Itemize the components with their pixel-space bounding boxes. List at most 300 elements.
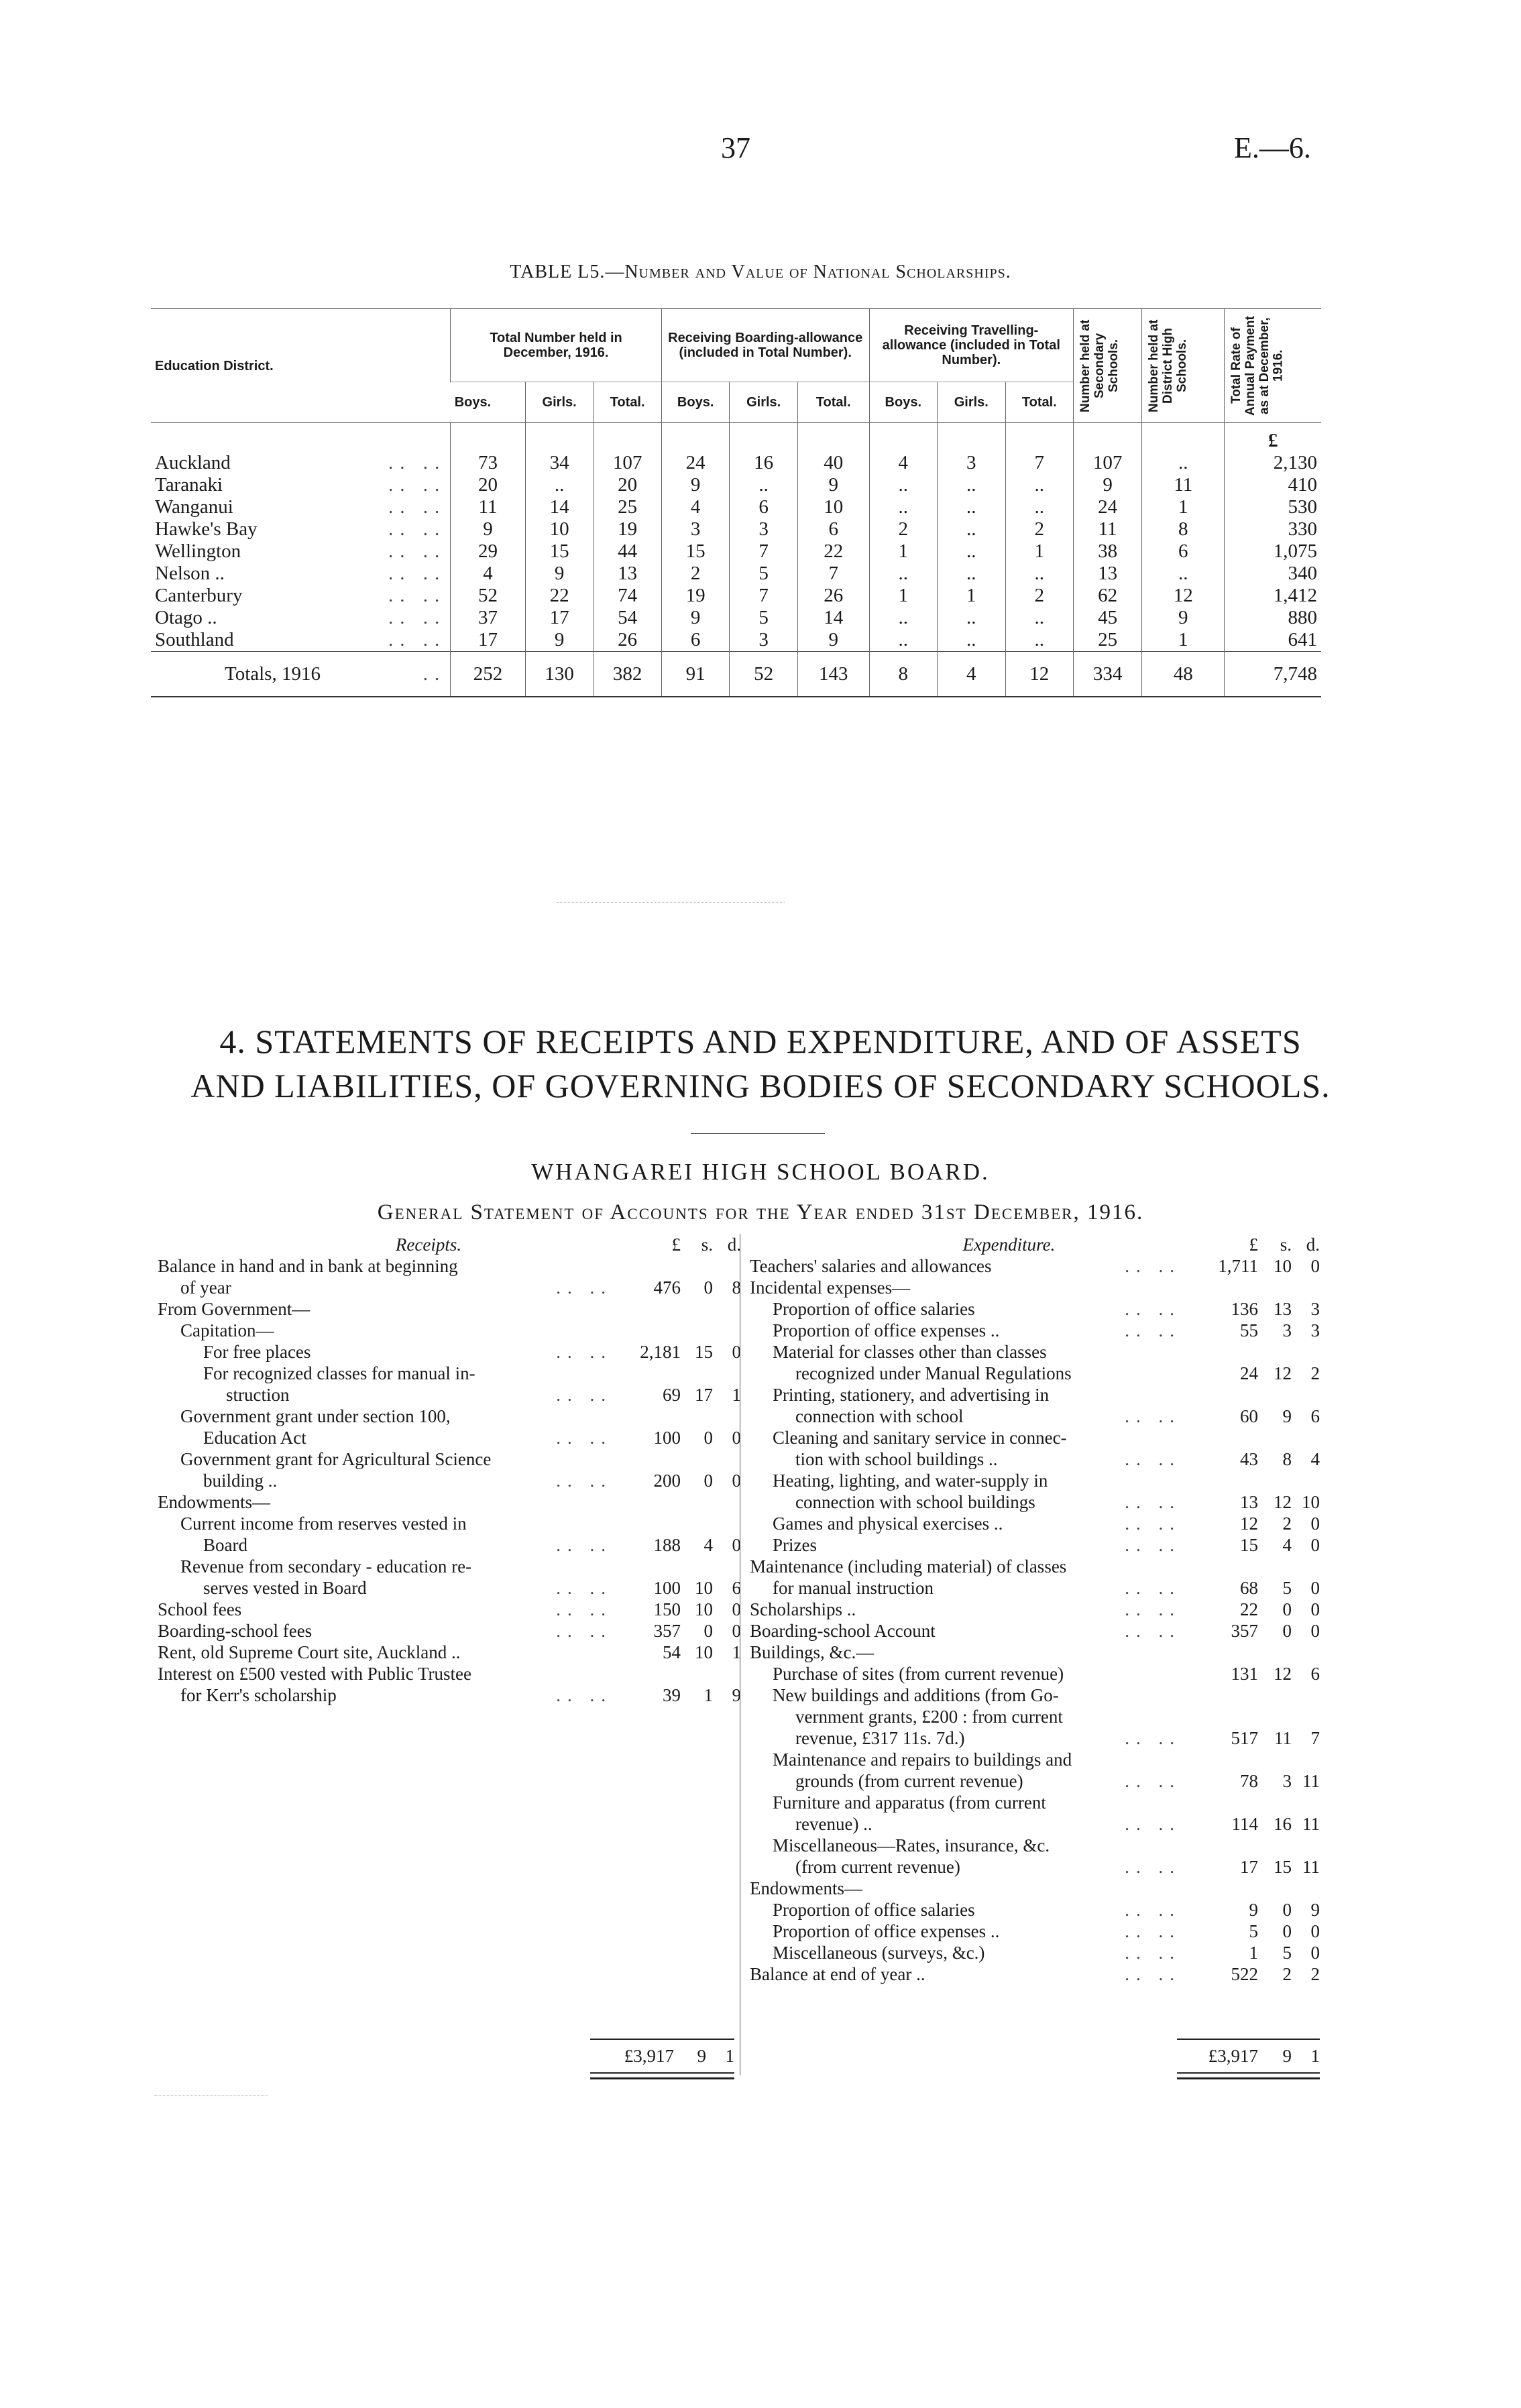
expenditure-item-text — [750, 1277, 1188, 1298]
group-travelling-allowance: Receiving Travelling-allowance (included in Total Number). — [869, 309, 1074, 382]
district-name — [151, 629, 451, 652]
expenditure-item-amount — [1188, 1384, 1320, 1406]
receipts-item-amount — [619, 1534, 741, 1556]
leader-dots: .. .. — [556, 1578, 612, 1598]
receipts-item-label: Current income from reserves vested in — [180, 1513, 467, 1534]
totals-cell: 4 — [938, 652, 1006, 697]
expenditure-item-amount — [1188, 1942, 1320, 1963]
table-cell: 15 — [661, 540, 730, 563]
table-cell: 15 — [525, 540, 594, 563]
district-name — [151, 563, 451, 585]
table-cell: 641 — [1225, 629, 1321, 652]
totals-cell: 382 — [594, 652, 662, 697]
expenditure-item — [750, 1920, 1320, 1942]
table-cell: 6 — [730, 496, 798, 518]
expenditure-header — [750, 1234, 1320, 1255]
table-cell: 17 — [451, 629, 526, 652]
receipts-item-amount — [619, 1642, 741, 1663]
expenditure-item — [750, 1856, 1320, 1878]
expenditure-item-label: Proportion of office expenses .. — [773, 1921, 1000, 1941]
expenditure-item-pounds — [1188, 1684, 1258, 1706]
table-cell: 9 — [1142, 607, 1225, 629]
expenditure-item-pence: 6 — [1310, 1664, 1320, 1684]
expenditure-item-amount — [1188, 1599, 1320, 1620]
expenditure-item-text — [750, 1878, 1188, 1899]
leader-dots: .. .. — [1125, 1771, 1181, 1791]
table-row — [151, 585, 1321, 607]
leader-dots: .. — [422, 663, 447, 685]
table-cell: 4 — [869, 452, 938, 474]
expenditure-item — [750, 1706, 1320, 1727]
table-cell: 2 — [869, 518, 938, 540]
col-education-district: Education District. — [151, 309, 451, 423]
expenditure-item-pounds: 522 — [1231, 1964, 1258, 1984]
table-cell: .. — [869, 496, 938, 518]
table-cell: 11 — [451, 496, 526, 518]
table-title-prefix: TABLE L5.— — [510, 262, 625, 282]
receipts-total-pounds: £3,917 — [624, 2046, 674, 2066]
expenditure-item-shillings — [1258, 1706, 1292, 1727]
expenditure-item-label: Cleaning and sanitary service in connec- — [773, 1428, 1067, 1448]
receipts-item-label: For free places — [203, 1342, 311, 1362]
receipts-item-amount — [619, 1277, 741, 1298]
expenditure-item-pence: 11 — [1302, 1857, 1320, 1877]
expenditure-item-pence — [1292, 1277, 1320, 1298]
expenditure-item-amount — [1188, 1470, 1320, 1491]
sub-total: Total. — [1005, 382, 1074, 423]
col-secondary-schools: Number held at Secondary Schools. — [1078, 319, 1121, 412]
district-label: Wellington — [155, 540, 241, 562]
receipts-item-pence: 0 — [732, 1535, 741, 1555]
table-cell: 2 — [1005, 585, 1074, 607]
table-cell: 40 — [797, 452, 869, 474]
expenditure-item-label: Miscellaneous—Rates, insurance, &c. — [773, 1835, 1050, 1855]
expenditure-item — [750, 1813, 1320, 1835]
receipts-item-pounds — [619, 1448, 681, 1470]
leader-dots: .. .. — [1125, 1964, 1181, 1984]
table-cell: 11 — [1142, 474, 1225, 496]
expenditure-item — [750, 1277, 1320, 1298]
expenditure-item-label: Miscellaneous (surveys, &c.) — [773, 1943, 985, 1963]
expenditure-item-pounds: 136 — [1231, 1299, 1258, 1319]
expenditure-heading: Expenditure. — [962, 1235, 1056, 1255]
receipts-item-shillings: 0 — [703, 1471, 713, 1491]
receipts-item-shillings — [681, 1320, 713, 1341]
leader-dots: .. .. — [388, 518, 447, 540]
expenditure-item-shillings: 0 — [1282, 1599, 1292, 1619]
expenditure-rows — [750, 1255, 1320, 1985]
expenditure-item-amount — [1188, 1341, 1320, 1363]
expenditure-total-pounds: £3,917 — [1208, 2046, 1258, 2066]
table-title — [0, 262, 1521, 283]
general-statement-title: General Statement of Accounts for the Year ended 31st December, 1916. — [377, 1200, 1144, 1224]
expenditure-item-shillings: 16 — [1274, 1814, 1292, 1834]
receipts-item-shillings: 17 — [695, 1385, 713, 1405]
expenditure-item-text — [750, 1835, 1188, 1856]
expenditure-item-pence: 6 — [1310, 1406, 1320, 1426]
table-cell: .. — [525, 474, 594, 496]
leader-dots: .. .. — [556, 1277, 612, 1298]
receipts-total-pence: 1 — [725, 2046, 734, 2066]
table-title-text: Number and Value of National Scholarships. — [624, 262, 1011, 282]
table-cell: 6 — [1142, 540, 1225, 563]
expenditure-item-label: Games and physical exercises .. — [773, 1513, 1003, 1534]
table-cell: .. — [1142, 452, 1225, 474]
leader-dots: .. .. — [1125, 1492, 1181, 1512]
expenditure-item-pounds — [1188, 1341, 1258, 1363]
group-boarding-allowance: Receiving Boarding-allowance (included in Total Number). — [661, 309, 869, 382]
pounds-header: £ — [1249, 1235, 1258, 1255]
expenditure-item-amount — [1188, 1749, 1320, 1770]
expenditure-item-pence: 9 — [1310, 1900, 1320, 1920]
table-row — [151, 540, 1321, 563]
document-reference: E.—6. — [1234, 131, 1311, 164]
expenditure-item-pounds: 5 — [1249, 1921, 1258, 1941]
district-label: Hawke's Bay — [155, 518, 258, 540]
receipts-total — [590, 2045, 734, 2067]
receipts-item-pence — [713, 1406, 741, 1427]
expenditure-item-pence: 2 — [1310, 1964, 1320, 1984]
receipts-item-shillings: 0 — [703, 1428, 713, 1448]
receipts-item-amount — [619, 1427, 741, 1448]
leader-dots: .. .. — [1125, 1943, 1181, 1963]
expenditure-item-amount — [1188, 1406, 1320, 1427]
receipts-item-pence: 1 — [732, 1385, 741, 1405]
receipts-item — [158, 1642, 741, 1663]
leader-dots: .. .. — [1125, 1900, 1181, 1920]
expenditure-item-label: New buildings and additions (from Go- — [773, 1685, 1059, 1705]
expenditure-item-amount — [1188, 1770, 1320, 1792]
shillings-header: s. — [701, 1235, 713, 1255]
table-cell: 9 — [661, 607, 730, 629]
receipts-item-pounds: 69 — [663, 1385, 681, 1405]
expenditure-item-label: Maintenance and repairs to buildings and — [773, 1750, 1072, 1770]
table-cell: 340 — [1225, 563, 1321, 585]
receipts-item-pence — [713, 1491, 741, 1513]
receipts-item-text — [158, 1491, 619, 1513]
receipts-item-text — [158, 1277, 619, 1298]
table-cell: 25 — [1074, 629, 1142, 652]
receipts-item — [158, 1320, 741, 1341]
scholarships-table — [151, 308, 1321, 697]
expenditure-item-text — [750, 1556, 1188, 1577]
leader-dots: .. .. — [556, 1385, 612, 1405]
receipts-header — [158, 1234, 741, 1255]
expenditure-item-amount — [1188, 1835, 1320, 1856]
expenditure-item-text — [750, 1513, 1188, 1534]
receipts-item-label: Balance in hand and in bank at beginning — [158, 1256, 458, 1276]
expenditure-item-text — [750, 1727, 1188, 1749]
receipts-item-pence: 8 — [732, 1277, 741, 1298]
table-cell: 13 — [1074, 563, 1142, 585]
expenditure-item-label: Maintenance (including material) of classes — [750, 1556, 1067, 1576]
expenditure-item-pounds — [1188, 1706, 1258, 1727]
totals-cell: 48 — [1142, 652, 1225, 697]
expenditure-item-shillings: 0 — [1282, 1921, 1292, 1941]
expenditure-item-amount — [1188, 1298, 1320, 1320]
table-cell: 26 — [594, 629, 662, 652]
expenditure-item-pounds — [1188, 1642, 1258, 1663]
expenditure-item-shillings: 9 — [1282, 1406, 1292, 1426]
receipts-item-pence: 0 — [732, 1471, 741, 1491]
expenditure-item-amount — [1188, 1534, 1320, 1556]
sub-total: Total. — [594, 382, 662, 423]
receipts-item-amount — [619, 1363, 741, 1384]
leader-dots: .. .. — [1125, 1578, 1181, 1598]
expenditure-item — [750, 1448, 1320, 1470]
table-cell: .. — [1005, 563, 1074, 585]
expenditure-item — [750, 1255, 1320, 1277]
expenditure-item-pounds — [1188, 1792, 1258, 1813]
expenditure-item-pounds: 114 — [1231, 1814, 1258, 1834]
receipts-item — [158, 1363, 741, 1384]
sub-girls: Girls. — [730, 382, 798, 423]
totals-cell: 334 — [1074, 652, 1142, 697]
table-cell: 1 — [1142, 629, 1225, 652]
expenditure-item-pence: 10 — [1302, 1492, 1320, 1512]
expenditure-item-text — [750, 1491, 1188, 1513]
expenditure-item — [750, 1341, 1320, 1363]
sub-boys: Boys. — [451, 382, 526, 423]
receipts-item — [158, 1620, 741, 1642]
receipts-item-pence: 0 — [732, 1621, 741, 1641]
col-district-high-schools: Number held at District High Schools. — [1147, 319, 1189, 412]
table-cell: 3 — [938, 452, 1006, 474]
expenditure-item-text — [750, 1792, 1188, 1813]
expenditure-item-amount — [1188, 1663, 1320, 1684]
receipts-item-shillings: 10 — [695, 1578, 713, 1598]
expenditure-item-pounds — [1188, 1556, 1258, 1577]
expenditure-item-label: Balance at end of year .. — [750, 1964, 925, 1984]
expenditure-item-amount — [1188, 1427, 1320, 1448]
expenditure-item-pence: 0 — [1310, 1578, 1320, 1598]
district-name — [151, 585, 451, 607]
expenditure-item-shillings: 0 — [1282, 1900, 1292, 1920]
expenditure-item-pence: 11 — [1302, 1814, 1320, 1834]
expenditure-item-pence — [1292, 1470, 1320, 1491]
expenditure-item-text — [750, 1963, 1188, 1985]
expenditure-item-pence: 0 — [1310, 1921, 1320, 1941]
expenditure-item-amount — [1188, 1920, 1320, 1942]
expenditure-item-pence: 3 — [1310, 1299, 1320, 1319]
board-title: WHANGAREI HIGH SCHOOL BOARD. — [531, 1159, 990, 1185]
table-cell: 29 — [451, 540, 526, 563]
table-cell: 2 — [1005, 518, 1074, 540]
table-cell: 9 — [661, 474, 730, 496]
sub-boys: Boys. — [869, 382, 938, 423]
leader-dots: .. .. — [1125, 1599, 1181, 1619]
receipts-item-pence — [713, 1448, 741, 1470]
expenditure-item — [750, 1749, 1320, 1770]
expenditure-item-label: recognized under Manual Regulations — [795, 1363, 1072, 1383]
expenditure-item-amount — [1188, 1642, 1320, 1663]
section-heading — [0, 1019, 1521, 1108]
table-cell: 1 — [1142, 496, 1225, 518]
expenditure-item-label: Proportion of office expenses .. — [773, 1320, 1000, 1340]
receipts-item-amount — [619, 1255, 741, 1277]
leader-dots: .. .. — [1125, 1814, 1181, 1834]
expenditure-item-pence: 0 — [1310, 1513, 1320, 1534]
expenditure-item-pounds: 12 — [1240, 1513, 1258, 1534]
receipts-item-label: Government grant under section 100, — [180, 1406, 451, 1426]
expenditure-item-label: Material for classes other than classes — [773, 1342, 1047, 1362]
expenditure-item — [750, 1642, 1320, 1663]
receipts-item-label: struction — [226, 1385, 290, 1405]
expenditure-item-label: vernment grants, £200 : from current — [795, 1707, 1063, 1727]
leader-dots: .. .. — [556, 1621, 612, 1641]
receipts-item-pence: 0 — [732, 1599, 741, 1619]
table-cell: 2 — [661, 563, 730, 585]
table-cell: 62 — [1074, 585, 1142, 607]
table-cell: 107 — [1074, 452, 1142, 474]
expenditure-item-pence — [1292, 1835, 1320, 1856]
district-label: Nelson .. — [155, 563, 225, 584]
leader-dots: .. .. — [1125, 1728, 1181, 1748]
table-cell: .. — [1142, 563, 1225, 585]
receipts-item-pence — [713, 1513, 741, 1534]
expenditure-item-shillings — [1258, 1384, 1292, 1406]
table-cell: 2,130 — [1225, 452, 1321, 474]
receipts-item-pounds — [619, 1663, 681, 1684]
expenditure-item — [750, 1470, 1320, 1491]
expenditure-item-pounds — [1188, 1835, 1258, 1856]
expenditure-item-amount — [1188, 1813, 1320, 1835]
table-cell: 6 — [797, 518, 869, 540]
expenditure-item-label: Heating, lighting, and water-supply in — [773, 1471, 1048, 1491]
expenditure-item-pounds — [1188, 1878, 1258, 1899]
receipts-item-text — [158, 1470, 619, 1491]
totals-cell: 143 — [797, 652, 869, 697]
leader-dots: .. .. — [1125, 1513, 1181, 1534]
expenditure-item-text — [750, 1298, 1188, 1320]
expenditure-item-shillings — [1258, 1341, 1292, 1363]
expenditure-item-shillings — [1258, 1835, 1292, 1856]
pence-header: d. — [1306, 1235, 1320, 1255]
table-cell: 26 — [797, 585, 869, 607]
expenditure-item-amount — [1188, 1899, 1320, 1920]
receipts-item-amount — [619, 1684, 741, 1706]
receipts-item-pounds — [619, 1298, 681, 1320]
expenditure-item-shillings — [1258, 1556, 1292, 1577]
receipts-item-pounds: 100 — [653, 1428, 681, 1448]
district-label: Southland — [155, 629, 234, 650]
table-cell: .. — [1005, 474, 1074, 496]
sub-girls: Girls. — [938, 382, 1006, 423]
sub-boys: Boys. — [661, 382, 730, 423]
receipts-item-text — [158, 1298, 619, 1320]
receipts-item-text — [158, 1534, 619, 1556]
table-cell: 20 — [451, 474, 526, 496]
receipts-item-text — [158, 1384, 619, 1406]
district-label: Taranaki — [155, 474, 223, 496]
expenditure-item-pence — [1292, 1706, 1320, 1727]
expenditure-item-label: Prizes — [773, 1535, 817, 1555]
expenditure-item-pence — [1292, 1749, 1320, 1770]
expenditure-item — [750, 1620, 1320, 1642]
section-heading-line-2: AND LIABILITIES, OF GOVERNING BODIES OF SECONDARY SCHOOLS. — [190, 1067, 1331, 1104]
expenditure-item-text — [750, 1856, 1188, 1878]
table-cell: 37 — [451, 607, 526, 629]
expenditure-item — [750, 1298, 1320, 1320]
receipts-item-text — [158, 1556, 619, 1577]
expenditure-item — [750, 1727, 1320, 1749]
expenditure-item — [750, 1942, 1320, 1963]
receipts-item — [158, 1663, 741, 1684]
leader-dots: .. .. — [388, 474, 447, 496]
receipts-item-amount — [619, 1599, 741, 1620]
table-cell: 7 — [730, 540, 798, 563]
table-cell: 1,412 — [1225, 585, 1321, 607]
receipts-item-text — [158, 1427, 619, 1448]
expenditure-item-label: Scholarships .. — [750, 1599, 856, 1619]
receipts-item-amount — [619, 1620, 741, 1642]
table-cell: .. — [938, 474, 1006, 496]
receipts-item-text — [158, 1341, 619, 1363]
receipts-item-pounds — [619, 1320, 681, 1341]
receipts-item — [158, 1513, 741, 1534]
expenditure-item-pence: 0 — [1310, 1943, 1320, 1963]
expenditure-item — [750, 1556, 1320, 1577]
totals-row — [151, 652, 1321, 697]
expenditure-item-pence — [1292, 1556, 1320, 1577]
table-cell: 54 — [594, 607, 662, 629]
leader-dots: .. .. — [556, 1471, 612, 1491]
receipts-item — [158, 1491, 741, 1513]
table-row — [151, 496, 1321, 518]
receipts-item-shillings — [681, 1663, 713, 1684]
expenditure-item-shillings — [1258, 1470, 1292, 1491]
leader-dots: .. .. — [1125, 1320, 1181, 1340]
table-cell: 17 — [525, 607, 594, 629]
expenditure-item — [750, 1577, 1320, 1599]
table-row — [151, 474, 1321, 496]
expenditure-item-text — [750, 1363, 1188, 1384]
expenditure-item-text — [750, 1770, 1188, 1792]
table-cell: 14 — [797, 607, 869, 629]
table-cell: 22 — [525, 585, 594, 607]
receipts-heading: Receipts. — [395, 1235, 462, 1255]
receipts-item-text — [158, 1642, 619, 1663]
table-cell: .. — [938, 540, 1006, 563]
table-cell: .. — [938, 629, 1006, 652]
receipts-item-text — [158, 1684, 619, 1706]
receipts-item-pounds: 39 — [663, 1685, 681, 1705]
receipts-item-pounds — [619, 1556, 681, 1577]
expenditure-item-label: Furniture and apparatus (from current — [773, 1792, 1046, 1813]
expenditure-item-shillings: 15 — [1274, 1857, 1292, 1877]
expenditure-item — [750, 1384, 1320, 1406]
expenditure-item-amount — [1188, 1684, 1320, 1706]
expenditure-item-shillings — [1258, 1684, 1292, 1706]
receipts-item-shillings — [681, 1513, 713, 1534]
receipts-item — [158, 1684, 741, 1706]
expenditure-item-text — [750, 1320, 1188, 1341]
expenditure-item-pounds: 1 — [1249, 1943, 1258, 1963]
expenditure-item-shillings: 12 — [1274, 1492, 1292, 1512]
totals-cell: 7,748 — [1225, 652, 1321, 697]
table-cell: 9 — [1074, 474, 1142, 496]
expenditure-item-amount — [1188, 1577, 1320, 1599]
expenditure-item-shillings: 11 — [1274, 1728, 1292, 1748]
receipts-item-amount — [619, 1320, 741, 1341]
receipts-item-label: Boarding-school fees — [158, 1621, 313, 1641]
leader-dots: .. .. — [1125, 1621, 1181, 1641]
expenditure-item-pence: 7 — [1310, 1728, 1320, 1748]
expenditure-item — [750, 1406, 1320, 1427]
receipts-item-pounds — [619, 1513, 681, 1534]
table-cell: .. — [869, 629, 938, 652]
table-cell: .. — [1005, 607, 1074, 629]
